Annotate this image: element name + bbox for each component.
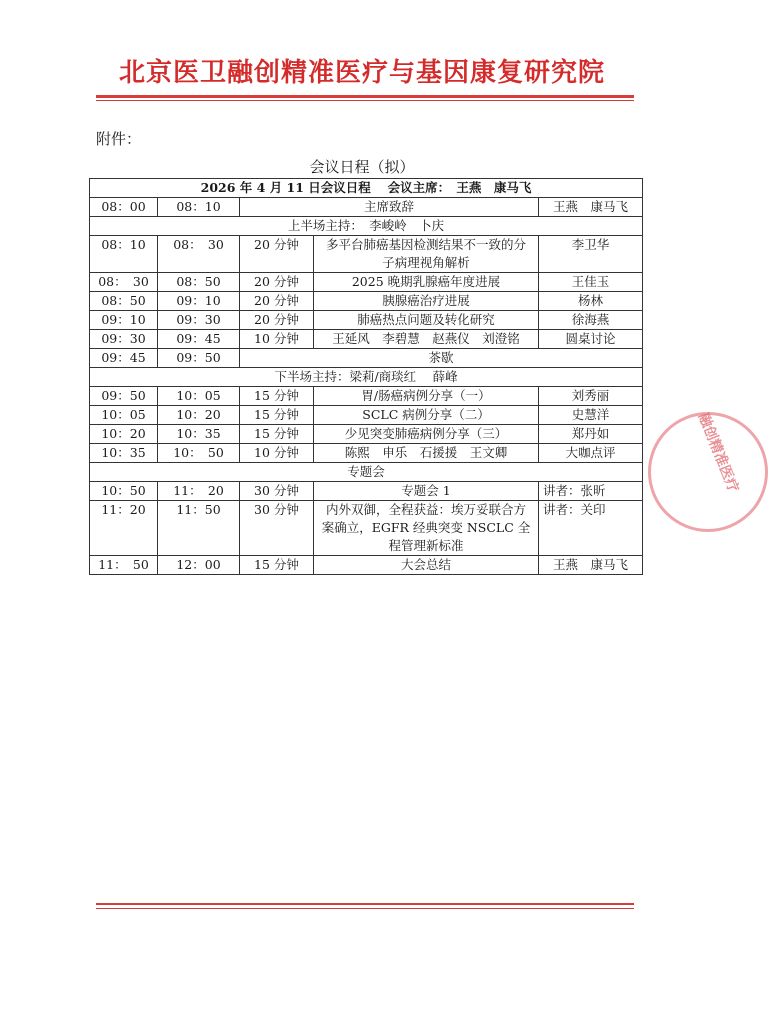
duration: 20 分钟 (240, 236, 314, 273)
start-time: 11： 50 (90, 556, 158, 575)
end-time: 12：00 (158, 556, 240, 575)
end-time: 08： 30 (158, 236, 240, 273)
speaker: 刘秀丽 (539, 387, 643, 406)
start-time: 09：10 (90, 311, 158, 330)
duration: 30 分钟 (240, 482, 314, 501)
speaker: 讲者：张昕 (539, 482, 643, 501)
speaker: 王佳玉 (539, 273, 643, 292)
table-row (90, 425, 643, 444)
end-time: 10：35 (158, 425, 240, 444)
speaker: 李卫华 (539, 236, 643, 273)
session-topic: 专题会 1 (314, 482, 539, 501)
schedule-table (89, 178, 643, 575)
table-row (90, 273, 643, 292)
seal-stamp (648, 412, 768, 532)
section-label: 上半场主持： 李峻岭 卜庆 (90, 217, 643, 236)
session-topic: 胰腺癌治疗进展 (314, 292, 539, 311)
end-time: 10：05 (158, 387, 240, 406)
session-topic: 主席致辞 (240, 198, 539, 217)
session-topic: 陈熙 申乐 石援援 王文卿 (314, 444, 539, 463)
end-time: 09：45 (158, 330, 240, 349)
section-label: 专题会 (90, 463, 643, 482)
institute-title: 北京医卫融创精准医疗与基因康复研究院 (118, 58, 605, 88)
end-time: 08：50 (158, 273, 240, 292)
table-banner-row (90, 179, 643, 198)
header-rule-thin (96, 100, 634, 101)
table-row (90, 387, 643, 406)
table-row (90, 349, 643, 368)
duration: 10 分钟 (240, 330, 314, 349)
session-topic: 王延风 李碧慧 赵燕仪 刘澄铭 (314, 330, 539, 349)
section-row (90, 368, 643, 387)
session-topic: 胃/肠癌病例分享（一） (314, 387, 539, 406)
table-row (90, 444, 643, 463)
start-time: 08： 30 (90, 273, 158, 292)
speaker: 圆桌讨论 (539, 330, 643, 349)
start-time: 09：50 (90, 387, 158, 406)
start-time: 09：30 (90, 330, 158, 349)
start-time: 09：45 (90, 349, 158, 368)
start-time: 10：50 (90, 482, 158, 501)
section-row (90, 217, 643, 236)
speaker: 王燕 康马飞 (539, 556, 643, 575)
end-time: 09：50 (158, 349, 240, 368)
session-topic: 少见突变肺癌病例分享（三） (314, 425, 539, 444)
table-row (90, 198, 643, 217)
end-time: 11： 20 (158, 482, 240, 501)
session-topic: 多平台肺癌基因检测结果不一致的分子病理视角解析 (314, 236, 539, 273)
end-time: 11：50 (158, 501, 240, 556)
duration: 15 分钟 (240, 406, 314, 425)
duration: 20 分钟 (240, 311, 314, 330)
table-row (90, 311, 643, 330)
start-time: 08：10 (90, 236, 158, 273)
start-time: 10：20 (90, 425, 158, 444)
speaker: 徐海燕 (539, 311, 643, 330)
end-time: 10：20 (158, 406, 240, 425)
duration: 15 分钟 (240, 425, 314, 444)
end-time: 09：10 (158, 292, 240, 311)
duration: 10 分钟 (240, 444, 314, 463)
table-row (90, 482, 643, 501)
end-time: 09：30 (158, 311, 240, 330)
speaker: 杨林 (539, 292, 643, 311)
footer-rule-thick (96, 903, 634, 905)
session-topic: 2025 晚期乳腺癌年度进展 (314, 273, 539, 292)
table-row (90, 292, 643, 311)
session-topic: SCLC 病例分享（二） (314, 406, 539, 425)
section-row (90, 463, 643, 482)
break-label: 茶歇 (240, 349, 643, 368)
session-topic: 大会总结 (314, 556, 539, 575)
meeting-date-chair: 2026 年 4 月 11 日会议日程 会议主席： 王燕 康马飞 (90, 179, 643, 198)
schedule-title: 会议日程（拟） (309, 158, 415, 176)
stamp-lettering: 融创精准医疗 (694, 411, 742, 495)
speaker: 郑丹如 (539, 425, 643, 444)
table-row (90, 330, 643, 349)
end-time: 08：10 (158, 198, 240, 217)
start-time: 08：00 (90, 198, 158, 217)
start-time: 10：05 (90, 406, 158, 425)
start-time: 10：35 (90, 444, 158, 463)
duration: 20 分钟 (240, 292, 314, 311)
table-row (90, 406, 643, 425)
footer-rule-thin (96, 908, 634, 909)
table-row (90, 236, 643, 273)
duration: 15 分钟 (240, 387, 314, 406)
attachment-label: 附件： (96, 130, 142, 148)
table-row (90, 501, 643, 556)
start-time: 11：20 (90, 501, 158, 556)
speaker: 讲者：关印 (539, 501, 643, 556)
header-rule-thick (96, 95, 634, 98)
end-time: 10： 50 (158, 444, 240, 463)
start-time: 08：50 (90, 292, 158, 311)
duration: 20 分钟 (240, 273, 314, 292)
duration: 15 分钟 (240, 556, 314, 575)
speaker: 大咖点评 (539, 444, 643, 463)
speaker: 史慧洋 (539, 406, 643, 425)
section-label: 下半场主持：梁莉/商琰红 薛峰 (90, 368, 643, 387)
speaker: 王燕 康马飞 (539, 198, 643, 217)
session-topic: 肺癌热点问题及转化研究 (314, 311, 539, 330)
duration: 30 分钟 (240, 501, 314, 556)
session-topic: 内外双御，全程获益：埃万妥联合方案确立，EGFR 经典突变 NSCLC 全程管理新标准 (314, 501, 539, 556)
table-row (90, 556, 643, 575)
